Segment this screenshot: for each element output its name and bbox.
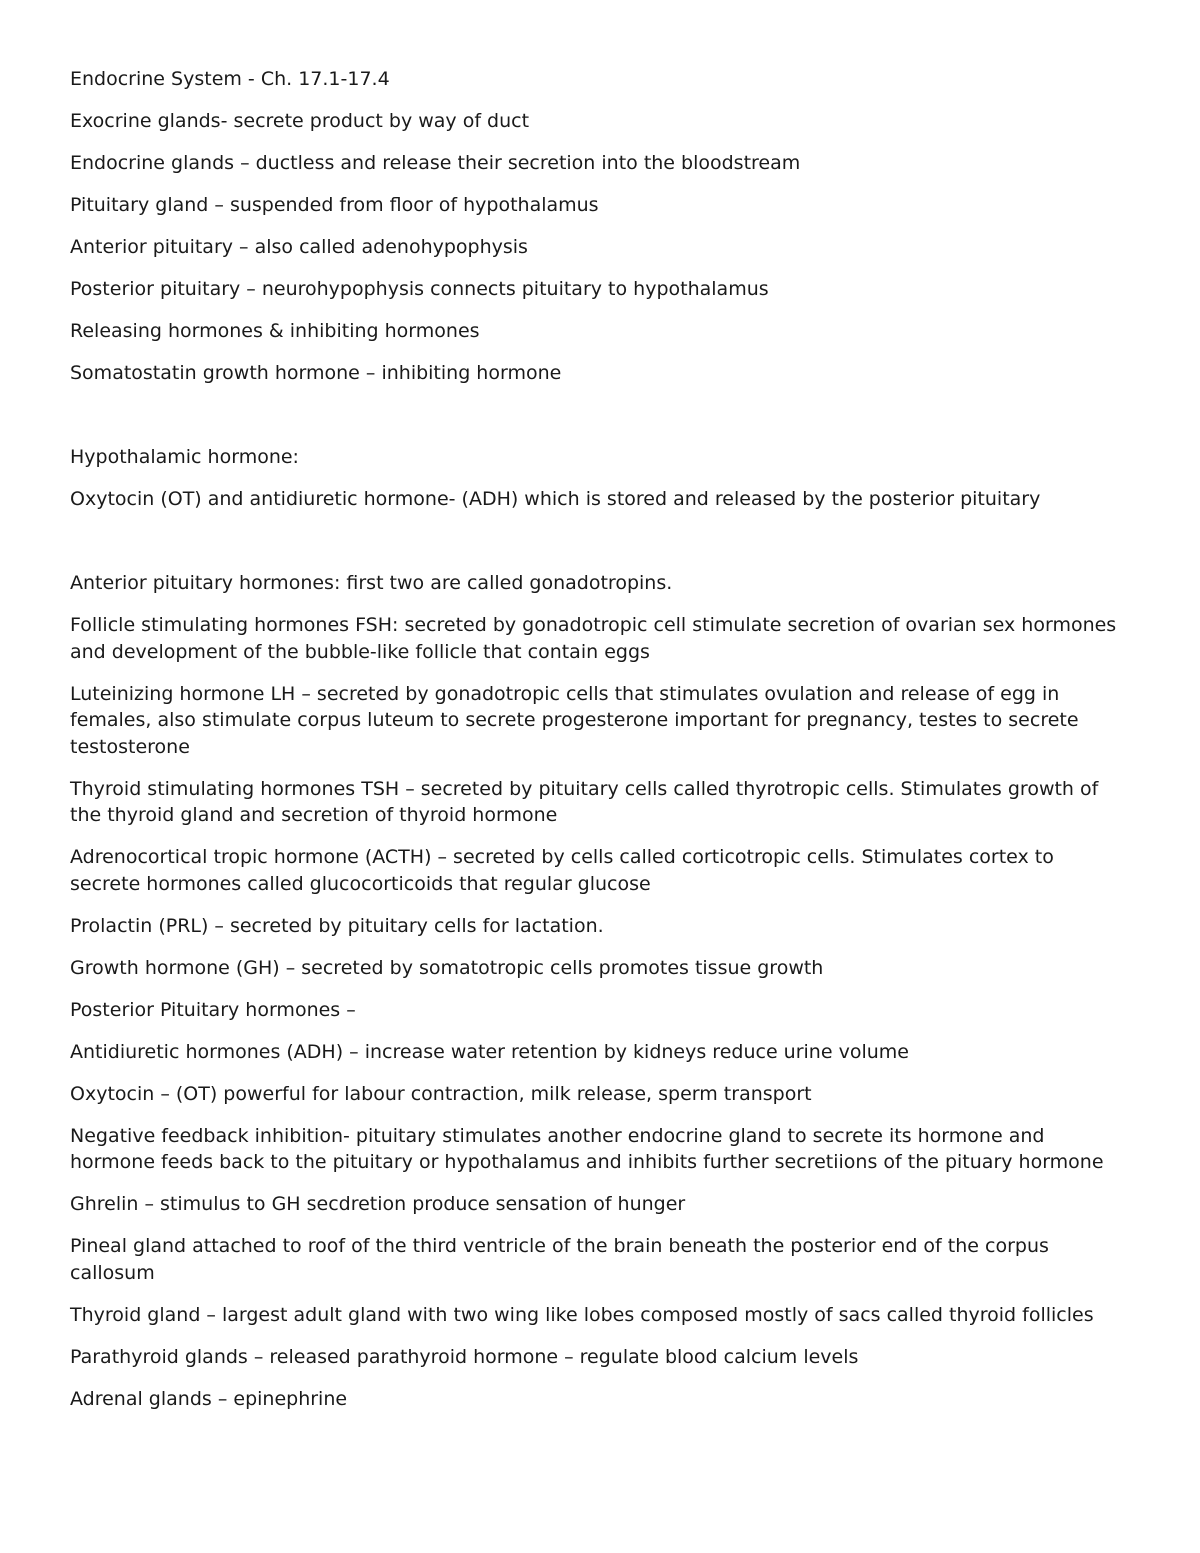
- note-releasing-inhibiting-hormones: Releasing hormones & inhibiting hormones: [70, 320, 480, 342]
- note-prolactin: Prolactin (PRL) – secreted by pituitary cells for lactation.: [70, 914, 604, 937]
- note-negative-feedback: Negative feedback inhibition- pituitary stimulates another endocrine gland to secrete its hormone and hormone feeds back to the pituitary or hypothalamus and inhibits further secretiions of the pituary hormone: [70, 1124, 1104, 1173]
- heading-posterior-pituitary-hormones: Posterior Pituitary hormones –: [70, 998, 356, 1021]
- note-oxytocin-adh: Oxytocin (OT) and antidiuretic hormone- (ADH) which is stored and released by the posterior pituitary: [70, 488, 1041, 510]
- document-title: Endocrine System - Ch. 17.1-17.4: [70, 68, 390, 90]
- note-anterior-pituitary: Anterior pituitary – also called adenohypophysis: [70, 236, 528, 258]
- note-parathyroid-glands: Parathyroid glands – released parathyroid hormone – regulate blood calcium levels: [70, 1345, 859, 1368]
- note-fsh: Follicle stimulating hormones FSH: secreted by gonadotropic cell stimulate secretion of ovarian sex hormones and development of the bubble-like follicle that contain eggs: [70, 614, 1117, 663]
- heading-anterior-pituitary-hormones: Anterior pituitary hormones: first two are called gonadotropins.: [70, 572, 673, 594]
- note-acth: Adrenocortical tropic hormone (ACTH) – secreted by cells called corticotropic cells. Stimulates cortex to secrete hormones called glucocorticoids that regular glucose: [70, 846, 1054, 895]
- note-growth-hormone: Growth hormone (GH) – secreted by somatotropic cells promotes tissue growth: [70, 956, 824, 979]
- note-posterior-pituitary: Posterior pituitary – neurohypophysis connects pituitary to hypothalamus: [70, 278, 769, 300]
- document-body: [70, 66, 1130, 1428]
- note-tsh: Thyroid stimulating hormones TSH – secreted by pituitary cells called thyrotropic cells. Stimulates growth of the thyroid gland and secretion of thyroid hormone: [70, 777, 1099, 826]
- blank-line: [70, 528, 1130, 555]
- note-ghrelin: Ghrelin – stimulus to GH secdretion produce sensation of hunger: [70, 1193, 686, 1215]
- note-exocrine-glands: Exocrine glands- secrete product by way of duct: [70, 110, 530, 132]
- note-antidiuretic-hormones: Antidiuretic hormones (ADH) – increase water retention by kidneys reduce urine volume: [70, 1040, 909, 1063]
- note-oxytocin: Oxytocin – (OT) powerful for labour contraction, milk release, sperm transport: [70, 1082, 812, 1105]
- blank-line: [70, 402, 1130, 429]
- note-pituitary-gland: Pituitary gland – suspended from floor of hypothalamus: [70, 194, 599, 216]
- note-pineal-gland: Pineal gland attached to roof of the third ventricle of the brain beneath the posterior end of the corpus callosum: [70, 1235, 1049, 1284]
- note-adrenal-glands: Adrenal glands – epinephrine: [70, 1387, 348, 1410]
- note-thyroid-gland: Thyroid gland – largest adult gland with two wing like lobes composed mostly of sacs called thyroid follicles: [70, 1303, 1094, 1326]
- note-lh: Luteinizing hormone LH – secreted by gonadotropic cells that stimulates ovulation and release of egg in females, also stimulate corpus luteum to secrete progesterone important for pregnancy, testes to secrete testosterone: [70, 682, 1079, 758]
- note-endocrine-glands: Endocrine glands – ductless and release their secretion into the bloodstream: [70, 152, 801, 174]
- note-somatostatin: Somatostatin growth hormone – inhibiting hormone: [70, 362, 562, 384]
- heading-hypothalamic-hormone: Hypothalamic hormone:: [70, 446, 299, 468]
